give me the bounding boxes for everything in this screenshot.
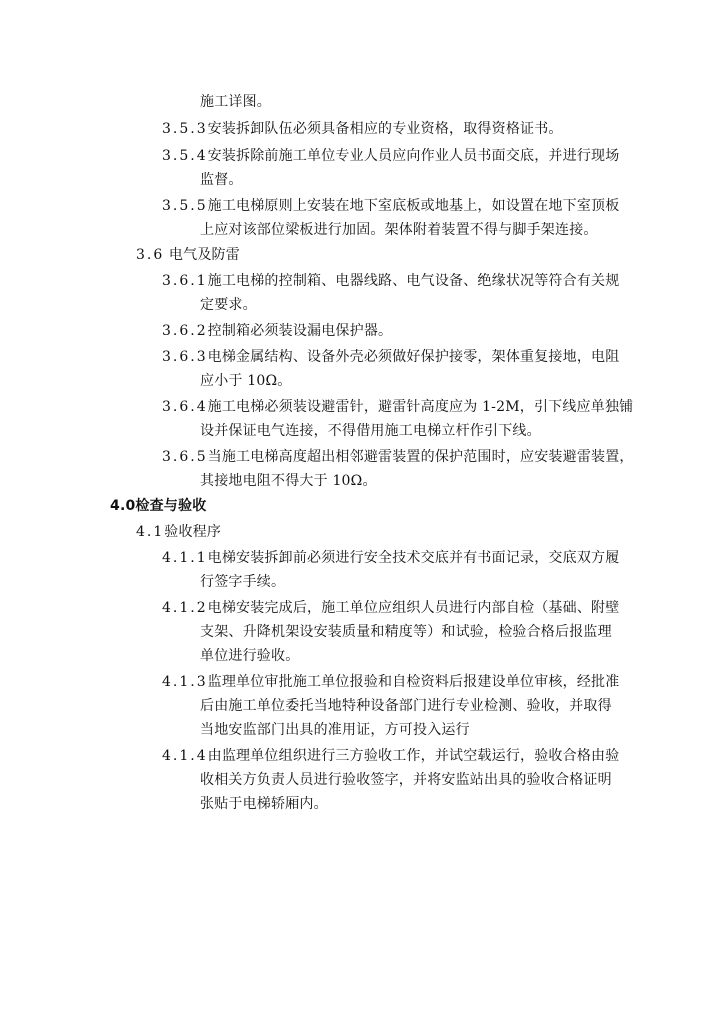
clause-3-6-5 (162, 447, 634, 467)
clause-text: 施工电梯原则上安装在地下室底板或地基上，如设置在地下室顶板 (207, 198, 620, 214)
clause-number: 4.1.3 (162, 674, 208, 690)
clause-text: 电梯金属结构、设备外壳必须做好保护接零，架体重复接地，电阻 (207, 349, 620, 365)
clause-3-5-4 (162, 146, 619, 166)
clause-number: 3.5.5 (162, 198, 208, 214)
clause-number: 3.5.3 (162, 121, 208, 137)
line-text: 行签字手续。 (200, 574, 286, 590)
clause-number: 3.6.5 (162, 449, 208, 465)
clause-3-6-2 (162, 321, 392, 341)
clause-4-1-2 (162, 598, 619, 618)
section-title: 电气及防雷 (168, 247, 240, 263)
line-text: 后由施工单位委托当地特种设备部门进行专业检测、验收，并取得 (200, 698, 612, 714)
text-line (200, 170, 243, 190)
heading-text: 4.0检查与验收 (110, 498, 207, 514)
clause-number: 4.1.2 (162, 600, 208, 616)
clause-number: 3.6.3 (162, 349, 208, 365)
clause-text: 安装拆卸队伍必须具备相应的专业资格，取得资格证书。 (207, 121, 563, 137)
clause-text: 电梯安装完成后，施工单位应组织人员进行内部自检（基础、附壁 (207, 600, 620, 616)
line-text: 张贴于电梯轿厢内。 (200, 796, 328, 812)
clause-number: 3.6.4 (162, 399, 208, 415)
text-line (200, 646, 299, 666)
clause-3-5-3 (162, 119, 563, 139)
text-line (200, 622, 612, 642)
clause-text: 施工电梯的控制箱、电器线路、电气设备、绝缘状况等符合有关规 (207, 273, 620, 289)
text-line (200, 572, 285, 592)
clause-number: 4.1.4 (162, 748, 208, 764)
chapter-heading (110, 496, 206, 516)
section-3-6 (136, 245, 240, 265)
line-text: 其接地电阻不得大于 10Ω。 (200, 473, 377, 489)
text-line (200, 295, 257, 315)
text-line (200, 471, 377, 491)
text-line (200, 794, 328, 814)
text-line (200, 421, 541, 441)
clause-text: 施工电梯必须装设避雷针，避雷针高度应为 1-2M，引下线应单独铺 (207, 399, 634, 415)
section-number: 4.1 (136, 524, 165, 540)
line-text: 当地安监部门出具的准用证，方可投入运行 (200, 722, 470, 738)
clause-text: 由监理单位组织进行三方验收工作，并试空载运行，验收合格由验 (207, 748, 620, 764)
line-text: 收相关方负责人员进行验收签字，并将安监站出具的验收合格证明 (200, 772, 612, 788)
text-line (200, 720, 470, 740)
line-text: 设并保证电气连接，不得借用施工电梯立杆作引下线。 (200, 423, 541, 439)
clause-text: 安装拆除前施工单位专业人员应向作业人员书面交底，并进行现场 (207, 148, 620, 164)
clause-4-1-3 (162, 672, 619, 692)
text-line (200, 220, 598, 240)
clause-text: 监理单位审批施工单位报验和自检资料后报建设单位审核，经批准 (207, 674, 620, 690)
clause-4-1-4 (162, 746, 619, 766)
line-text: 支架、升降机架设安装质量和精度等）和试验，检验合格后报监理 (200, 624, 612, 640)
line-text: 上应对该部位梁板进行加固。架体附着装置不得与脚手架连接。 (200, 222, 598, 238)
clause-3-6-4 (162, 397, 633, 417)
clause-3-6-3 (162, 347, 619, 367)
section-4-1 (136, 522, 221, 542)
line-text: 定要求。 (200, 297, 257, 313)
text-line (200, 696, 612, 716)
line-text: 单位进行验收。 (200, 648, 300, 664)
clause-number: 4.1.1 (162, 550, 208, 566)
clause-number: 3.6.2 (162, 323, 208, 339)
clause-number: 3.5.4 (162, 148, 208, 164)
clause-4-1-1 (162, 548, 619, 568)
clause-text: 当施工电梯高度超出相邻避雷装置的保护范围时，应安装避雷装置， (207, 449, 634, 465)
text-line (200, 371, 291, 391)
line-text: 应小于 10Ω。 (200, 373, 292, 389)
line-text: 监督。 (200, 172, 243, 188)
section-title: 验收程序 (164, 524, 222, 540)
line-text: 施工详图。 (200, 94, 271, 110)
section-number: 3.6 (136, 247, 165, 263)
clause-3-5-5 (162, 196, 619, 216)
clause-number: 3.6.1 (162, 273, 208, 289)
text-line (200, 770, 612, 790)
clause-text: 电梯安装拆卸前必须进行安全技术交底并有书面记录，交底双方履 (207, 550, 620, 566)
clause-text: 控制箱必须装设漏电保护器。 (207, 323, 393, 339)
text-line (200, 92, 271, 112)
clause-3-6-1 (162, 271, 619, 291)
